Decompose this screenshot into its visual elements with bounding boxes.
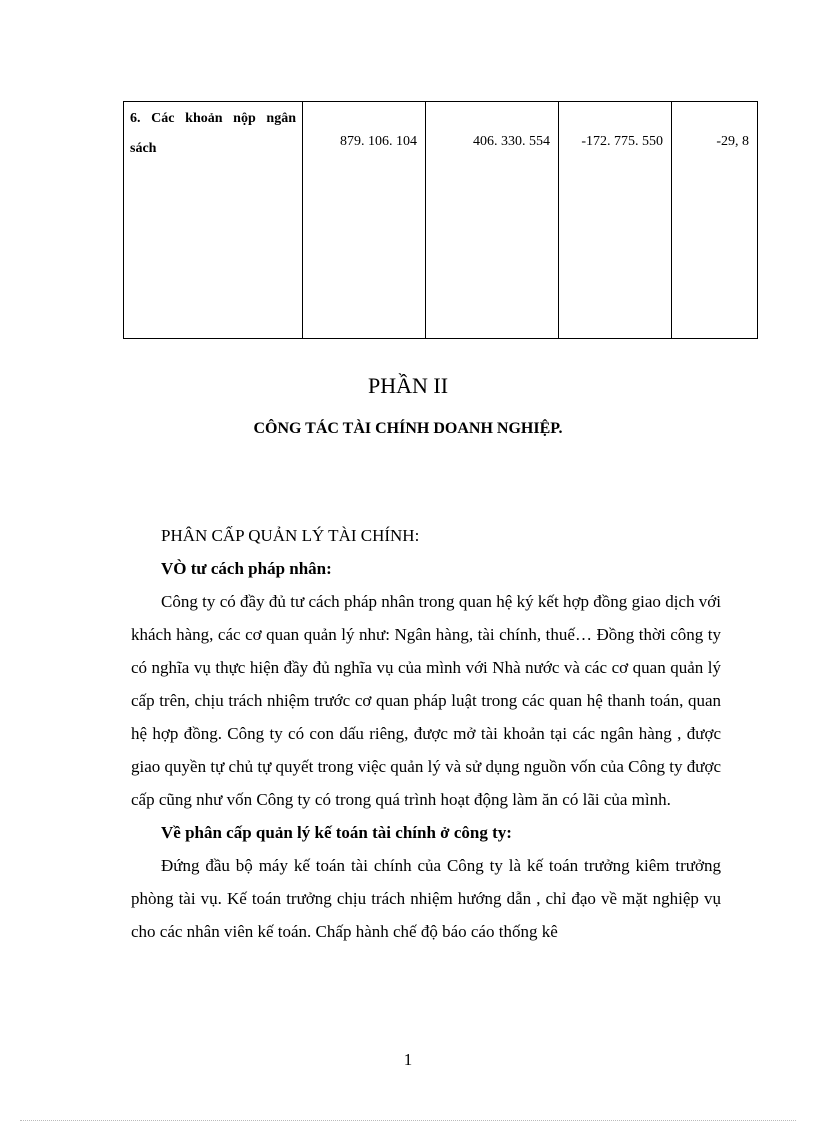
table-row <box>124 102 758 339</box>
financial-table <box>123 101 758 339</box>
row-label: 6. Các khoản nộp ngân sách <box>124 102 303 339</box>
value-cell: 406. 330. 554 <box>426 102 559 339</box>
body-text <box>131 519 721 948</box>
paragraph-legal-status: Công ty có đầy đủ tư cách pháp nhân trong quan hệ ký kết hợp đồng giao dịch với khách hàng, các cơ quan quản lý như: Ngân hàng, tài chính, thuế… Đồng thời công ty có nghĩa vụ thực hiện đầy đủ nghĩa vụ của mình với Nhà nước và các cơ quan quản lý cấp trên, chịu trách nhiệm trước cơ quan pháp luật trong các quan hệ thanh toán, quan hệ hợp đồng. Công ty có con dấu riêng, được mở tài khoản tại các ngân hàng , được giao quyền tự chủ tự quyết trong việc quản lý và sử dụng nguồn vốn của Công ty được cấp cũng như vốn Công ty có trong quá trình hoạt động làm ăn có lãi của mình. <box>131 592 721 809</box>
paragraph-accounting: Đứng đầu bộ máy kế toán tài chính của Công ty là kế toán trưởng kiêm trưởng phòng tài vụ. Kế toán trưởng chịu trách nhiệm hướng dẫn , chỉ đạo về mặt nghiệp vụ cho các nhân viên kế toán. Chấp hành chế độ báo cáo thống kê <box>131 856 721 941</box>
value-cell: -29, 8 <box>672 102 758 339</box>
section-subtitle: CÔNG TÁC TÀI CHÍNH DOANH NGHIỆP. <box>253 420 563 437</box>
section-title: PHẦN II <box>367 373 449 398</box>
footer-divider <box>20 1120 796 1121</box>
value-cell: 879. 106. 104 <box>303 102 426 339</box>
value-cell: -172. 775. 550 <box>559 102 672 339</box>
subheading-legal-status: VÒ tư cách pháp nhân: <box>161 559 332 578</box>
page-number: 1 <box>403 1050 413 1069</box>
subheading-accounting: Về phân cấp quản lý kế toán tài chính ở công ty: <box>161 823 512 842</box>
heading: PHÂN CẤP QUẢN LÝ TÀI CHÍNH: <box>161 526 420 545</box>
